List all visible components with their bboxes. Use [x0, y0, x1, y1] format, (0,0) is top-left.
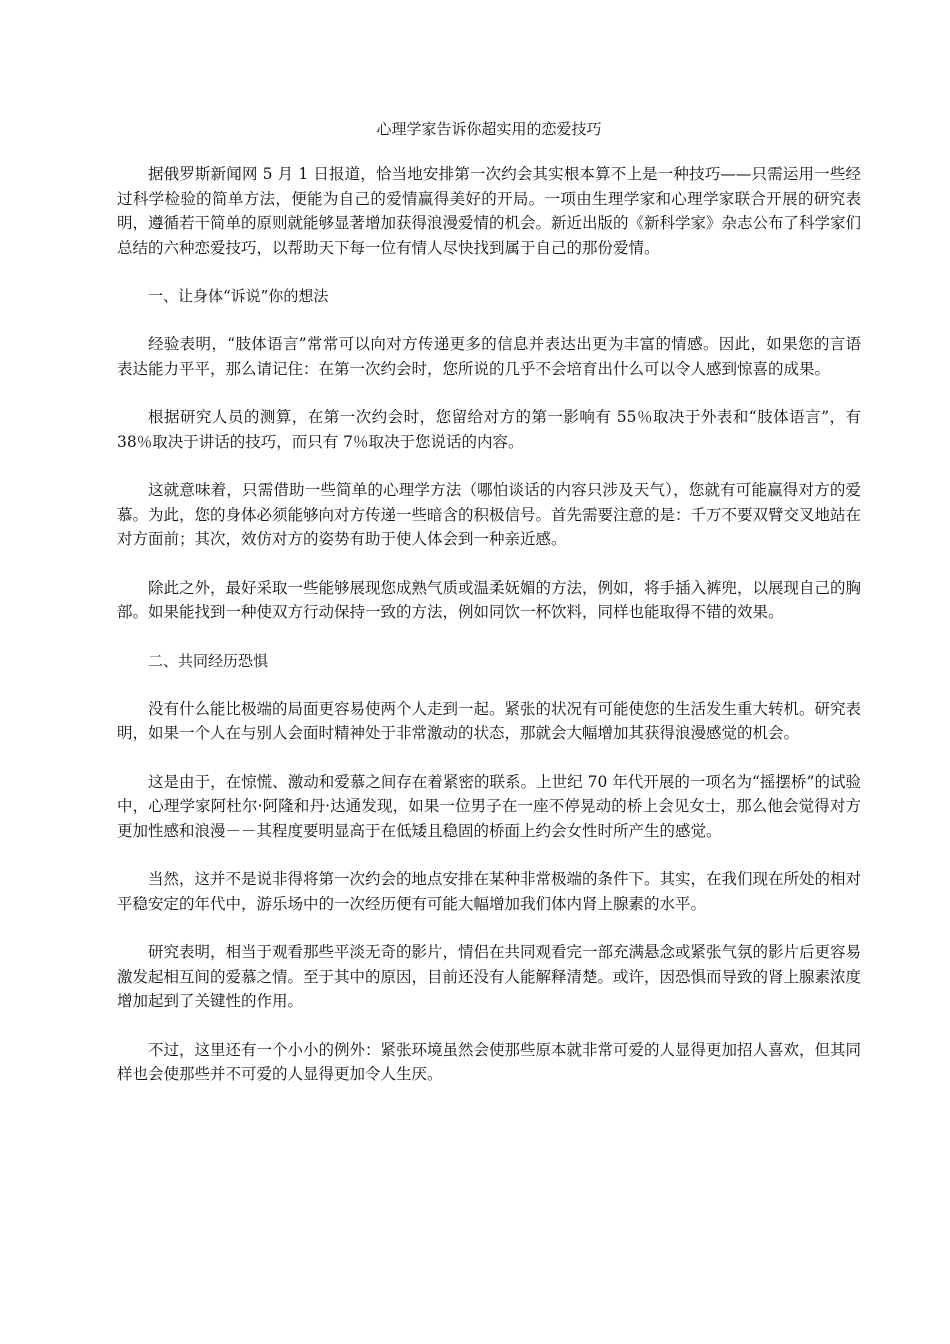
paragraph-intro: 据俄罗斯新闻网 5 月 1 日报道，恰当地安排第一次约会其实根本算不上是一种技巧——只需运用一些经过科学检验的简单方法，便能为自己的爱情赢得美好的开局。一项由生理学家和心理学家联合开展的研究表明，遵循若干简单的原则就能够显著增加获得浪漫爱情的机会。新近出版的《新科学家》杂志公布了科学家们总结的六种恋爱技巧，以帮助天下每一位有情人尽快找到属于自己的那份爱情。: [117, 165, 862, 257]
paragraph: 没有什么能比极端的局面更容易使两个人走到一起。紧张的状况有可能使您的生活发生重大转机。研究表明，如果一个人在与别人会面时精神处于非常激动的状态，那就会大幅增加其获得浪漫感觉的机会。: [117, 699, 862, 742]
section-heading-1: 一、让身体“诉说”你的想法: [148, 287, 329, 305]
paragraph: 当然，这并不是说非得将第一次约会的地点安排在某种非常极端的条件下。其实，在我们现在所处的相对平稳安定的年代中，游乐场中的一次经历便有可能大幅增加我们体内肾上腺素的水平。: [117, 870, 862, 913]
paragraph: 这就意味着，只需借助一些简单的心理学方法（哪怕谈话的内容只涉及天气），您就有可能赢得对方的爱慕。为此，您的身体必须能够向对方传递一些暗含的积极信号。首先需要注意的是：千万不要双臂交叉地站在对方面前；其次，效仿对方的姿势有助于使人体会到一种亲近感。: [117, 481, 862, 548]
document-title: 心理学家告诉你超实用的恋爱技巧: [376, 120, 602, 138]
paragraph: 经验表明，“肢体语言”常常可以向对方传递更多的信息并表达出更为丰富的情感。因此，如果您的言语 表达能力平平，那么请记住：在第一次约会时，您所说的几乎不会培育出什么可以令人感到惊喜的成果。: [117, 335, 861, 378]
paragraph: 除此之外，最好采取一些能够展现您成熟气质或温柔妩媚的方法，例如，将手插入裤兜，以展现自己的胸部。如果能找到一种使双方行动保持一致的方法，例如同饮一杯饮料，同样也能取得不错的效果。: [117, 578, 862, 621]
paragraph: 这是由于，在惊慌、激动和爱慕之间存在着紧密的联系。上世纪 70 年代开展的一项名为“摇摆桥”的试验中，心理学家阿杜尔·阿隆和丹·达通发现，如果一位男子在一座不停晃动的桥上会见女士，那么他会觉得对方更加性感和浪漫－－其程度要明显高于在低矮且稳固的桥面上约会女性时所产生的感觉。: [117, 772, 861, 840]
paragraph: 根据研究人员的测算，在第一次约会时，您留给对方的第一影响有 55％取决于外表和“肢体语言”，有 38％取决于讲话的技巧，而只有 7％取决于您说话的内容。: [117, 408, 861, 451]
document-page: [117, 118, 861, 1111]
paragraph: 不过，这里还有一个小小的例外：紧张环境虽然会使那些原本就非常可爱的人显得更加招人喜欢，但其同样也会使那些并不可爱的人显得更加令人生厌。: [117, 1040, 862, 1083]
paragraph: 研究表明，相当于观看那些平淡无奇的影片，情侣在共同观看完一部充满悬念或紧张气氛的影片后更容易激发起相互间的爱慕之情。至于其中的原因，目前还没有人能解释清楚。或许，因恐惧而导致的肾上腺素浓度增加起到了关键性的作用。: [117, 943, 862, 1010]
section-heading-2: 二、共同经历恐惧: [148, 651, 269, 670]
